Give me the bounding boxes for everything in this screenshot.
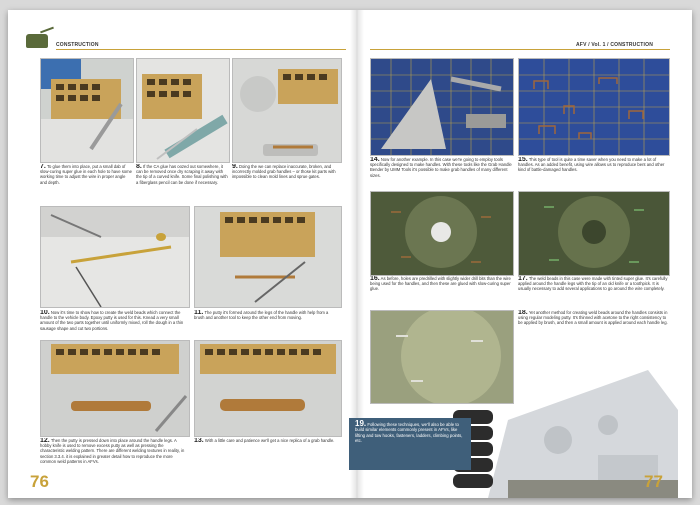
photo-step-15 — [518, 58, 670, 156]
photo-step-7 — [40, 58, 134, 163]
caption-step-18 — [518, 310, 668, 344]
step-15-text: This type of tool is quite a time saver when you need to make a lot of handles. As an added benefit, using wire allows us to reproduce bent and other kind of battle-damaged handles. — [518, 157, 665, 173]
step-10-number: 10. — [40, 310, 50, 316]
step-7-text: To glue them into place, put a small dab of slow-curing super glue in each hole to have some working time to adjust the wire in proper angle and depth. — [40, 164, 132, 185]
caption-step-10 — [40, 310, 188, 340]
step-17-number: 17. — [518, 276, 528, 282]
step-12-number: 12. — [40, 438, 50, 444]
header-rule-left — [56, 49, 346, 50]
series-label: AFV — [576, 42, 587, 48]
step-15-number: 15. — [518, 157, 528, 163]
page-number-right: 77 — [644, 472, 663, 491]
caption-step-16 — [370, 276, 512, 306]
caption-step-12 — [40, 438, 188, 476]
caption-step-7 — [40, 164, 132, 200]
section-header-right: AFV / Vol. 1 / CONSTRUCTION — [576, 42, 654, 48]
step-14-number: 14. — [370, 157, 380, 163]
photo-step-11 — [194, 206, 342, 308]
photo-step-8 — [136, 58, 230, 163]
step-19-text: Following these techniques, we'll also be able to build similar elements commonly present in AFVs, like lifting and tow hooks, fasteners, ladders, climbing points, etc. — [355, 422, 463, 444]
step-18-number: 18. — [518, 310, 528, 316]
caption-step-14 — [370, 157, 512, 187]
section-header-left: CONSTRUCTION — [56, 42, 99, 48]
step-7-number: 7. — [40, 164, 46, 170]
step-16-text: As before, holes are predrilled with slightly wider drill bits than the wire being used for the handles, and then these are glued with slow-curing super glue. — [370, 276, 511, 292]
step-13-number: 13. — [194, 438, 204, 444]
photo-step-14 — [370, 58, 514, 156]
caption-step-8 — [136, 164, 228, 200]
caption-step-13 — [194, 438, 340, 458]
tank-logo-icon — [26, 34, 48, 48]
photo-step-12 — [40, 340, 190, 437]
photo-step-16 — [370, 191, 514, 276]
volume-label: Vol. 1 — [591, 42, 606, 48]
caption-step-15 — [518, 157, 668, 187]
step-8-text: If the CA glue has oozed out somewhere, it can be removed once dry scraping it away with the tip of a curved knife. Some final polishing with a fiberglass pencil can be done if necessary. — [136, 164, 228, 185]
caption-step-17 — [518, 276, 668, 306]
page-number-left: 76 — [30, 472, 49, 491]
step-11-number: 11. — [194, 310, 204, 316]
step-10-text: Now it's time to show how to create the weld beads which connect the handle to the vehicle body. Epoxy putty is used for this. Knead a very small amount of the two parts together until uniformly mixed, roll the dough in a thin sausage shape and cut two portions. — [40, 310, 184, 331]
photo-step-17 — [518, 191, 670, 276]
step-17-text: The weld beads in this case were made with tinted super glue. It's carefully applied around the handle legs with the tip of an old knife or a toothpick. It is usually necessary to add several applications to go around the wire completely. — [518, 276, 668, 292]
section-label-right: CONSTRUCTION — [610, 42, 654, 48]
step-18-text: Yet another method for creating weld beads around the handles consists in using regular modeling putty. It's thinned with acetone to the right consistency to be applied by brush, and then a small amount is applied around each handle leg. — [518, 310, 668, 326]
header-rule-right — [370, 49, 670, 50]
step-16-number: 16. — [370, 276, 380, 282]
step-11-text: The putty it's formed around the legs of the handle with help from a brush and another tool to keep the other end from moving. — [194, 310, 329, 321]
photo-step-9 — [232, 58, 342, 163]
photo-step-13 — [194, 340, 342, 437]
step-8-number: 8. — [136, 164, 142, 170]
caption-step-9 — [232, 164, 340, 200]
photo-step-10 — [40, 206, 190, 308]
step-13-text: With a little care and patience we'll get a nice replica of a grab handle. — [204, 438, 335, 443]
caption-step-11 — [194, 310, 340, 340]
magazine-spread — [8, 10, 692, 498]
tip-box-step-19 — [349, 418, 471, 470]
step-9-number: 9. — [232, 164, 238, 170]
step-12-text: Then the putty is pressed down into place around the handle legs. A hobby knife is used to remove excess putty as well as pressing the characteristic welding pattern. There are different welding textures in reality, in section 3.3.4. it is explained in greater detail how to reproduce the more common weld patterns in AFVs. — [40, 438, 185, 464]
step-14-text: Now for another example. In this case we're going to employ tools specifically designed to make handles. With these tools like the Grab Handle Bender by UMM Tools it's possible to make grab handles of many different sizes. — [370, 157, 512, 178]
step-9-text: Doing the we can replace inaccurate, broken, and incorrectly molded grab handles – or those kit parts with impossible to clean mold lines and sprue gates. — [232, 164, 336, 180]
step-19-number: 19. — [355, 419, 367, 428]
